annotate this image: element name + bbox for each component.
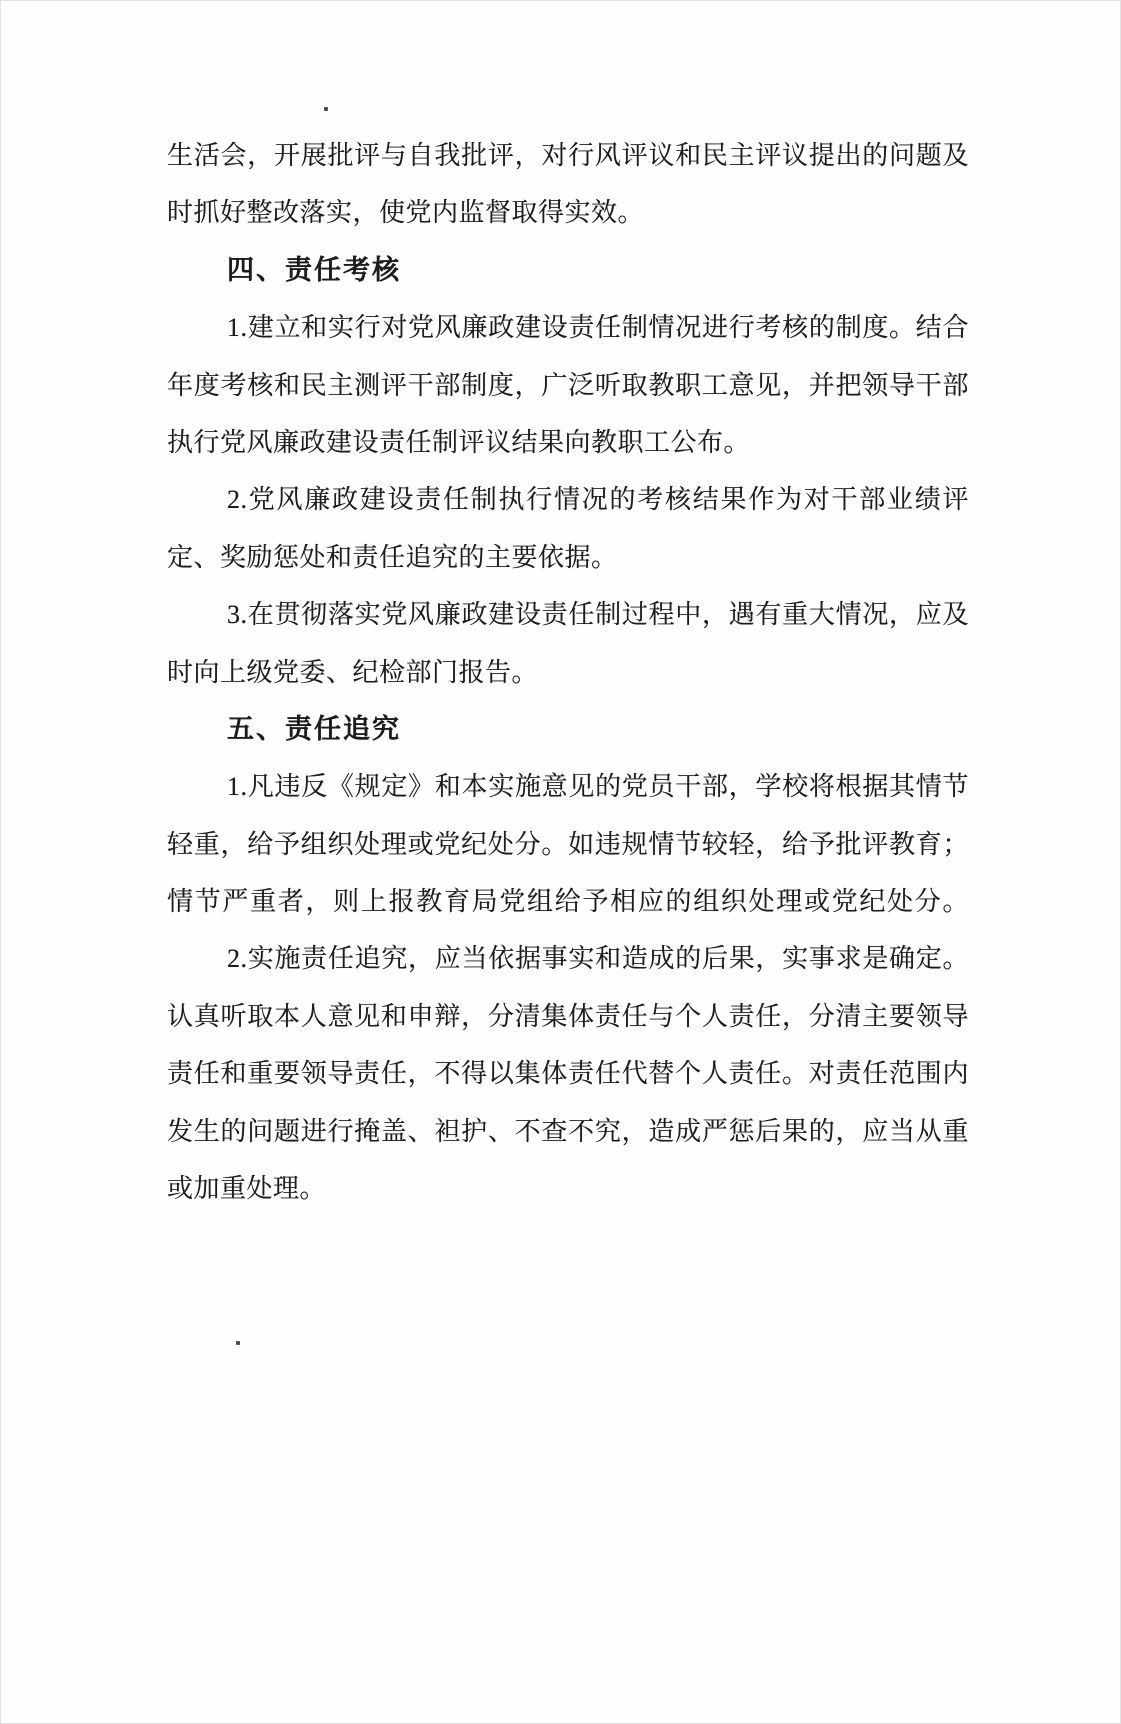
text-line: 1.建立和实行对党风廉政建设责任制情况进行考核的制度。结合: [227, 313, 969, 343]
document-text-block: [167, 127, 969, 1217]
text-line: 责任和重要领导责任，不得以集体责任代替个人责任。对责任范围内: [167, 1059, 969, 1089]
section-heading-5: 五、责任追究: [227, 713, 401, 744]
text-line: 时向上级党委、纪检部门报告。: [167, 657, 539, 687]
scan-artifact-dot: [324, 107, 328, 111]
section-heading-4: 四、责任考核: [227, 254, 401, 285]
text-line: 发生的问题进行掩盖、袒护、不查不究，造成严惩后果的，应当从重: [167, 1116, 969, 1146]
text-line: 或加重处理。: [167, 1174, 327, 1204]
text-line: 认真听取本人意见和申辩，分清集体责任与个人责任，分清主要领导: [167, 1001, 969, 1031]
scan-artifact-dot: [236, 1341, 240, 1345]
text-line: 3.在贯彻落实党风廉政建设责任制过程中，遇有重大情况，应及: [227, 600, 969, 630]
text-line: 轻重，给予组织处理或党纪处分。如违规情节较轻，给予批评教育；: [167, 829, 969, 859]
text-line: 2.实施责任追究，应当依据事实和造成的后果，实事求是确定。: [227, 944, 969, 974]
text-line: 定、奖励惩处和责任追究的主要依据。: [167, 542, 618, 572]
text-line: 情节严重者，则上报教育局党组给予相应的组织处理或党纪处分。: [167, 887, 969, 917]
text-line: 执行党风廉政建设责任制评议结果向教职工公布。: [167, 427, 751, 457]
text-line: 年度考核和民主测评干部制度，广泛听取教职工意见，并把领导干部: [167, 370, 969, 400]
text-line: 1.凡违反《规定》和本实施意见的党员干部，学校将根据其情节: [227, 772, 969, 802]
text-line: 时抓好整改落实，使党内监督取得实效。: [167, 198, 645, 228]
text-line: 生活会，开展批评与自我批评，对行风评议和民主评议提出的问题及: [167, 141, 969, 170]
text-line: 2.党风廉政建设责任制执行情况的考核结果作为对干部业绩评: [227, 485, 969, 515]
